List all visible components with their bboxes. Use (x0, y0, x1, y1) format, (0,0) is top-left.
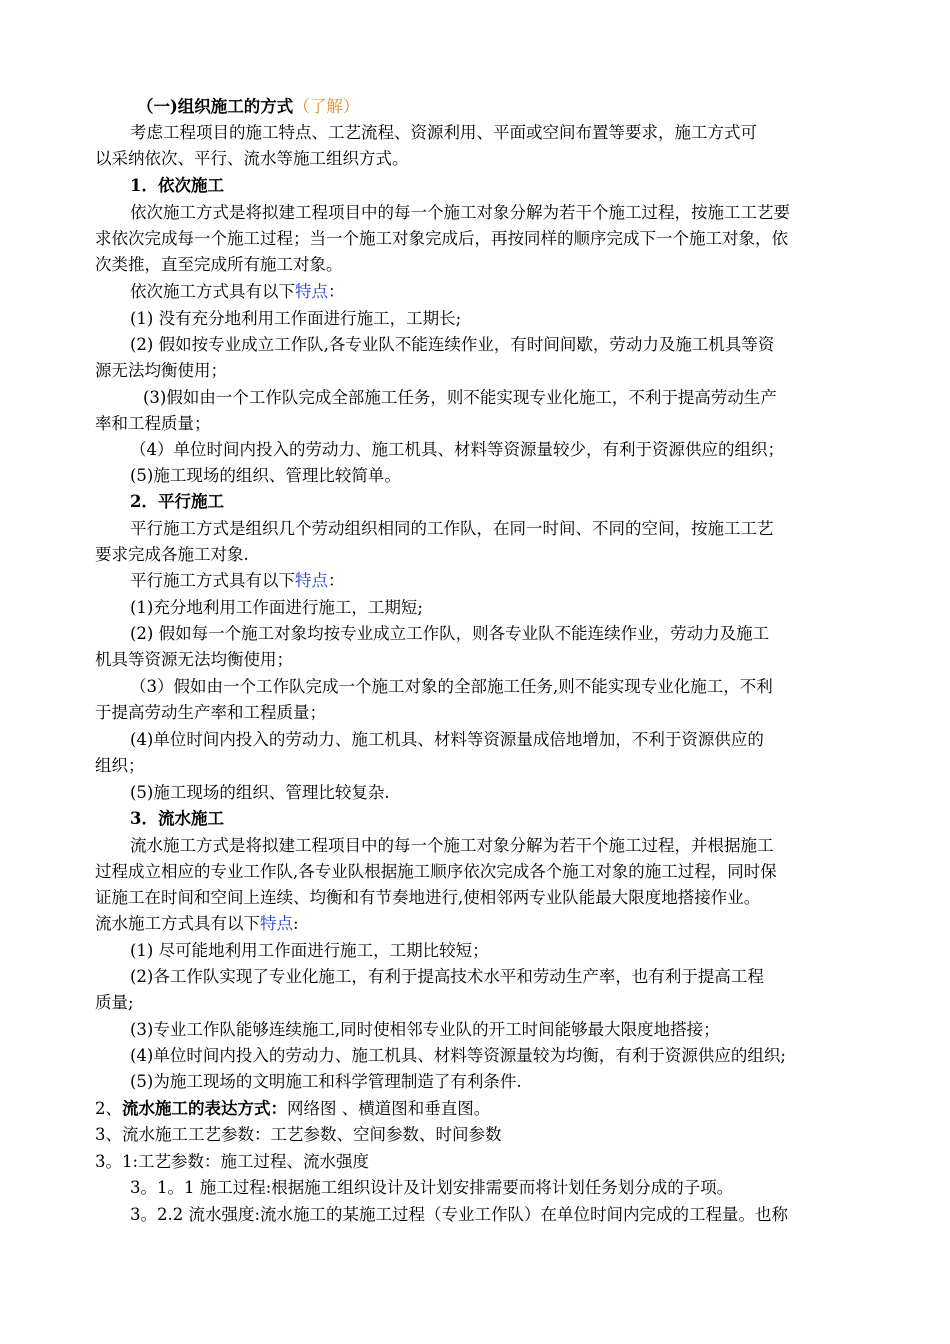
section-title-main: （一)组织施工的方式 (137, 97, 294, 116)
heading-flow: 3．流水施工 (130, 809, 224, 828)
flow-features-keyword: 特点 (260, 914, 293, 933)
par-features-post: ： (328, 571, 345, 590)
seq-item-4: （4）单位时间内投入的劳动力、施工机具、材料等资源量较少，有利于资源供应的组织； (130, 440, 784, 459)
seq-features-intro (130, 282, 345, 302)
seq-features-post: ： (328, 282, 345, 301)
seq-item-3a: (3)假如由一个工作队完成全部施工任务，则不能实现专业化施工，不利于提高劳动生产 (143, 388, 777, 407)
seq-features-pre: 依次施工方式具有以下 (130, 282, 295, 301)
flow-item-2b: 质量; (95, 993, 134, 1012)
seq-item-2b: 源无法均衡使用； (95, 361, 227, 380)
flow-desc-1: 流水施工方式是将拟建工程项目中的每一个施工对象分解为若干个施工过程，并根据施工 (130, 836, 774, 855)
par-item-2b: 机具等资源无法均衡使用； (95, 650, 293, 669)
seq-item-3b: 率和工程质量； (95, 414, 211, 433)
expression-value: 网络图 、横道图和垂直图。 (287, 1099, 491, 1118)
flow-features-post: : (293, 914, 299, 933)
seq-desc-1: 依次施工方式是将拟建工程项目中的每一个施工对象分解为若干个施工过程，按施工工艺要 (130, 203, 790, 222)
expression-line (95, 1099, 490, 1119)
flow-features-pre: 流水施工方式具有以下 (95, 914, 260, 933)
flow-item-4: (4)单位时间内投入的劳动力、施工机具、材料等资源量较为均衡，有利于资源供应的组织; (130, 1046, 786, 1065)
section-title-note: （了解） (293, 97, 360, 116)
par-features-keyword: 特点 (295, 571, 328, 590)
params-sub-3-1-1: 3。1。1 施工过程:根据施工组织设计及计划安排需要而将计划任务划分成的子项。 (130, 1178, 734, 1197)
intro-line-2: 以采纳依次、平行、流水等施工组织方式。 (95, 149, 409, 168)
seq-desc-2: 求依次完成每一个施工过程；当一个施工对象完成后，再按同样的顺序完成下一个施工对象，依 (95, 229, 788, 248)
par-features-pre: 平行施工方式具有以下 (130, 571, 295, 590)
seq-item-1: (1) 没有充分地利用工作面进行施工，工期长; (130, 309, 462, 328)
expression-label: 流水施工的表达方式： (122, 1099, 287, 1118)
par-item-3a: （3）假如由一个工作队完成一个施工对象的全部施工任务,则不能实现专业化施工，不利 (130, 677, 773, 696)
par-item-5: (5)施工现场的组织、管理比较复杂. (130, 783, 390, 802)
intro-line-1: 考虑工程项目的施工特点、工艺流程、资源利用、平面或空间布置等要求，施工方式可 (130, 123, 757, 142)
seq-item-5: (5)施工现场的组织、管理比较简单。 (130, 466, 401, 485)
heading-sequential: 1．依次施工 (130, 176, 224, 195)
flow-item-1: (1) 尽可能地利用工作面进行施工，工期比较短； (130, 941, 489, 960)
par-item-1: (1)充分地利用工作面进行施工，工期短; (130, 598, 423, 617)
flow-desc-3: 证施工在时间和空间上连续、均衡和有节奏地进行,使相邻两专业队能最大限度地搭接作业。 (95, 888, 761, 907)
par-item-2a: (2) 假如每一个施工对象均按专业成立工作队，则各专业队不能连续作业，劳动力及施工 (130, 624, 770, 643)
flow-item-5: (5)为施工现场的文明施工和科学管理制造了有利条件. (130, 1072, 522, 1091)
flow-item-3: (3)专业工作队能够连续施工,同时使相邻专业队的开工时间能够最大限度地搭接； (130, 1020, 720, 1039)
params-sub-3-1: 3。1:工艺参数：施工过程、流水强度 (95, 1152, 370, 1171)
par-item-3b: 于提高劳动生产率和工程质量； (95, 703, 326, 722)
par-desc-1: 平行施工方式是组织几个劳动组织相同的工作队，在同一时间、不同的空间，按施工工艺 (130, 519, 774, 538)
par-features-intro (130, 571, 345, 591)
params-sub-3-2-2: 3。2.2 流水强度:流水施工的某施工过程（专业工作队）在单位时间内完成的工程量。也称 (130, 1205, 789, 1224)
par-item-4b: 组织； (95, 756, 145, 775)
seq-item-2a: (2) 假如按专业成立工作队,各专业队不能连续作业，有时间间歇，劳动力及施工机具等资 (130, 335, 775, 354)
flow-features-intro (95, 914, 299, 934)
expression-prefix: 2、 (95, 1099, 122, 1118)
flow-item-2a: (2)各工作队实现了专业化施工，有利于提高技术水平和劳动生产率，也有利于提高工程 (130, 967, 764, 986)
seq-features-keyword: 特点 (295, 282, 328, 301)
heading-parallel: 2．平行施工 (130, 492, 224, 511)
params-line: 3、流水施工工艺参数：工艺参数、空间参数、时间参数 (95, 1125, 502, 1144)
flow-desc-2: 过程成立相应的专业工作队,各专业队根据施工顺序依次完成各个施工对象的施工过程，同时保 (95, 862, 777, 881)
seq-desc-3: 次类推，直至完成所有施工对象。 (95, 255, 343, 274)
par-item-4a: (4)单位时间内投入的劳动力、施工机具、材料等资源量成倍地增加，不利于资源供应的 (130, 730, 764, 749)
section-title (137, 97, 359, 117)
par-desc-2: 要求完成各施工对象. (95, 545, 249, 564)
